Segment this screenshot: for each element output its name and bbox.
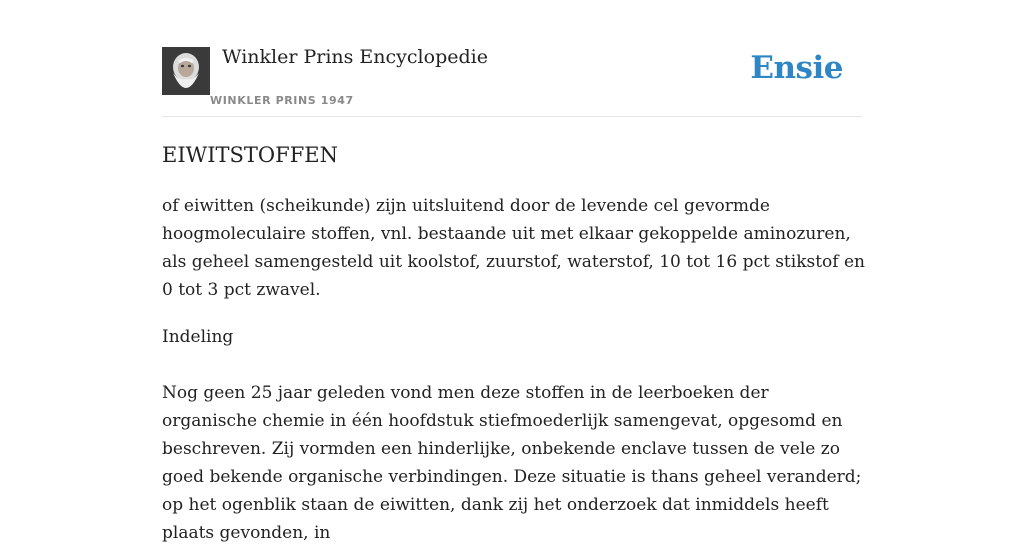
ensie-logo[interactable]: Ensie bbox=[750, 50, 843, 86]
article-intro: of eiwitten (scheikunde) zijn uitsluitend door de levende cel gevormde hoogmoleculaire stoffen, vnl. bestaande uit met elkaar gekoppelde aminozuren, als geheel samengesteld uit koolstof, zuurstof, waterstof, 10 tot 16 pct stikstof en 0 tot 3 pct zwavel. bbox=[162, 196, 865, 300]
article bbox=[162, 140, 866, 547]
site-header bbox=[162, 0, 862, 117]
edition-label[interactable]: WINKLER PRINS 1947 bbox=[210, 94, 354, 107]
avatar[interactable] bbox=[162, 47, 210, 95]
site-title[interactable]: Winkler Prins Encyclopedie bbox=[222, 46, 488, 68]
section-heading: Indeling bbox=[162, 327, 234, 347]
article-body: Nog geen 25 jaar geleden vond men deze stoffen in de leerboeken der organische chemie in één hoofdstuk stiefmoederlijk samengevat, opgesomd en beschreven. Zij vormden een hinderlijke, onbekende enclave tussen de vele zo goed bekende organische verbindingen. Deze situatie is thans geheel veranderd; op het ogenblik staan de eiwitten, dank zij het onderzoek dat inmiddels heeft plaats gevonden, in bbox=[162, 383, 862, 543]
bearded-man-portrait-icon bbox=[162, 47, 210, 95]
article-title: EIWITSTOFFEN bbox=[162, 143, 338, 167]
